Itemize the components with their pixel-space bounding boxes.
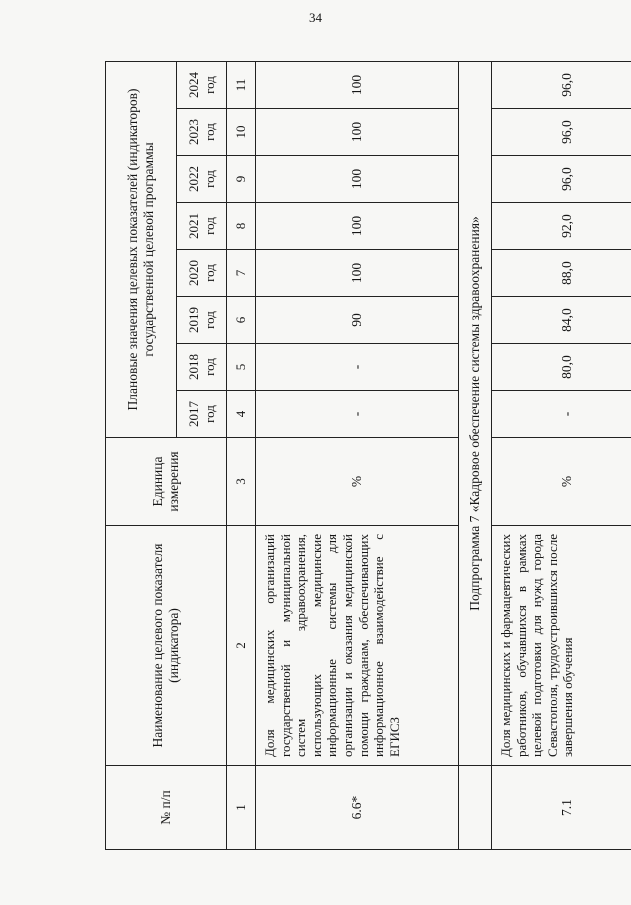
subprogram-title: Подпрограмма 7 «Кадровое обеспечение системы здравоохранения» [459, 61, 492, 765]
column-index-row [227, 61, 256, 849]
value-cell: 96,0 [492, 61, 631, 108]
value-cell: 100 [256, 250, 459, 297]
table-row [256, 61, 459, 849]
column-index: 1 [227, 766, 256, 850]
value-cell: 84,0 [492, 297, 631, 344]
header-name: Наименование целевого показателя (индикатора) [106, 526, 227, 766]
header-unit: Единица измерения [106, 438, 227, 526]
year-header: 2018 год [177, 344, 227, 391]
value-cell: 88,0 [492, 250, 631, 297]
column-index: 9 [227, 156, 256, 203]
column-index: 6 [227, 297, 256, 344]
value-cell: 92,0 [492, 203, 631, 250]
indicator-name: Доля медицинских организаций государственной и муниципальной систем здравоохранения, использующих медицинские информационные системы для организации и оказания медицинской помощи гражданам, обеспечивающих информационное взаимодействие с ЕГИСЗ [256, 526, 459, 766]
unit-cell: % [492, 438, 631, 526]
year-header: 2021 год [177, 203, 227, 250]
column-index: 4 [227, 391, 256, 438]
indicator-name: Доля медицинских и фармацевтических работников, обучавшихся в рамках целевой подготовки для нужд города Севастополя, трудоустроившихся после завершения обучения [492, 526, 631, 766]
value-cell: 96,0 [492, 156, 631, 203]
row-number: 7.1 [492, 766, 631, 850]
row-number: 6.6* [256, 766, 459, 850]
value-cell: 100 [256, 203, 459, 250]
column-index: 11 [227, 61, 256, 108]
value-cell: 96,0 [492, 109, 631, 156]
year-header: 2020 год [177, 250, 227, 297]
value-cell: - [256, 344, 459, 391]
value-cell: 100 [256, 109, 459, 156]
rotated-table-container [105, 62, 631, 850]
year-header: 2022 год [177, 156, 227, 203]
column-index: 3 [227, 438, 256, 526]
value-cell: 100 [256, 61, 459, 108]
year-header: 2019 год [177, 297, 227, 344]
year-header: 2024 год [177, 61, 227, 108]
value-cell: 80,0 [492, 344, 631, 391]
column-index: 7 [227, 250, 256, 297]
year-header: 2023 год [177, 109, 227, 156]
header-row [106, 61, 177, 849]
column-index: 10 [227, 109, 256, 156]
header-num: № п/п [106, 766, 227, 850]
value-cell: - [492, 391, 631, 438]
value-cell: 90 [256, 297, 459, 344]
value-cell: - [256, 391, 459, 438]
column-index: 5 [227, 344, 256, 391]
indicators-table [105, 61, 631, 850]
unit-cell: % [256, 438, 459, 526]
page-number: 34 [309, 10, 322, 25]
column-index: 8 [227, 203, 256, 250]
column-index: 2 [227, 526, 256, 766]
header-plan: Плановые значения целевых показателей (индикаторов) государственной целевой программы [106, 61, 177, 437]
table-row [492, 61, 631, 849]
value-cell: 100 [256, 156, 459, 203]
year-header: 2017 год [177, 391, 227, 438]
subprogram-row [459, 61, 492, 849]
